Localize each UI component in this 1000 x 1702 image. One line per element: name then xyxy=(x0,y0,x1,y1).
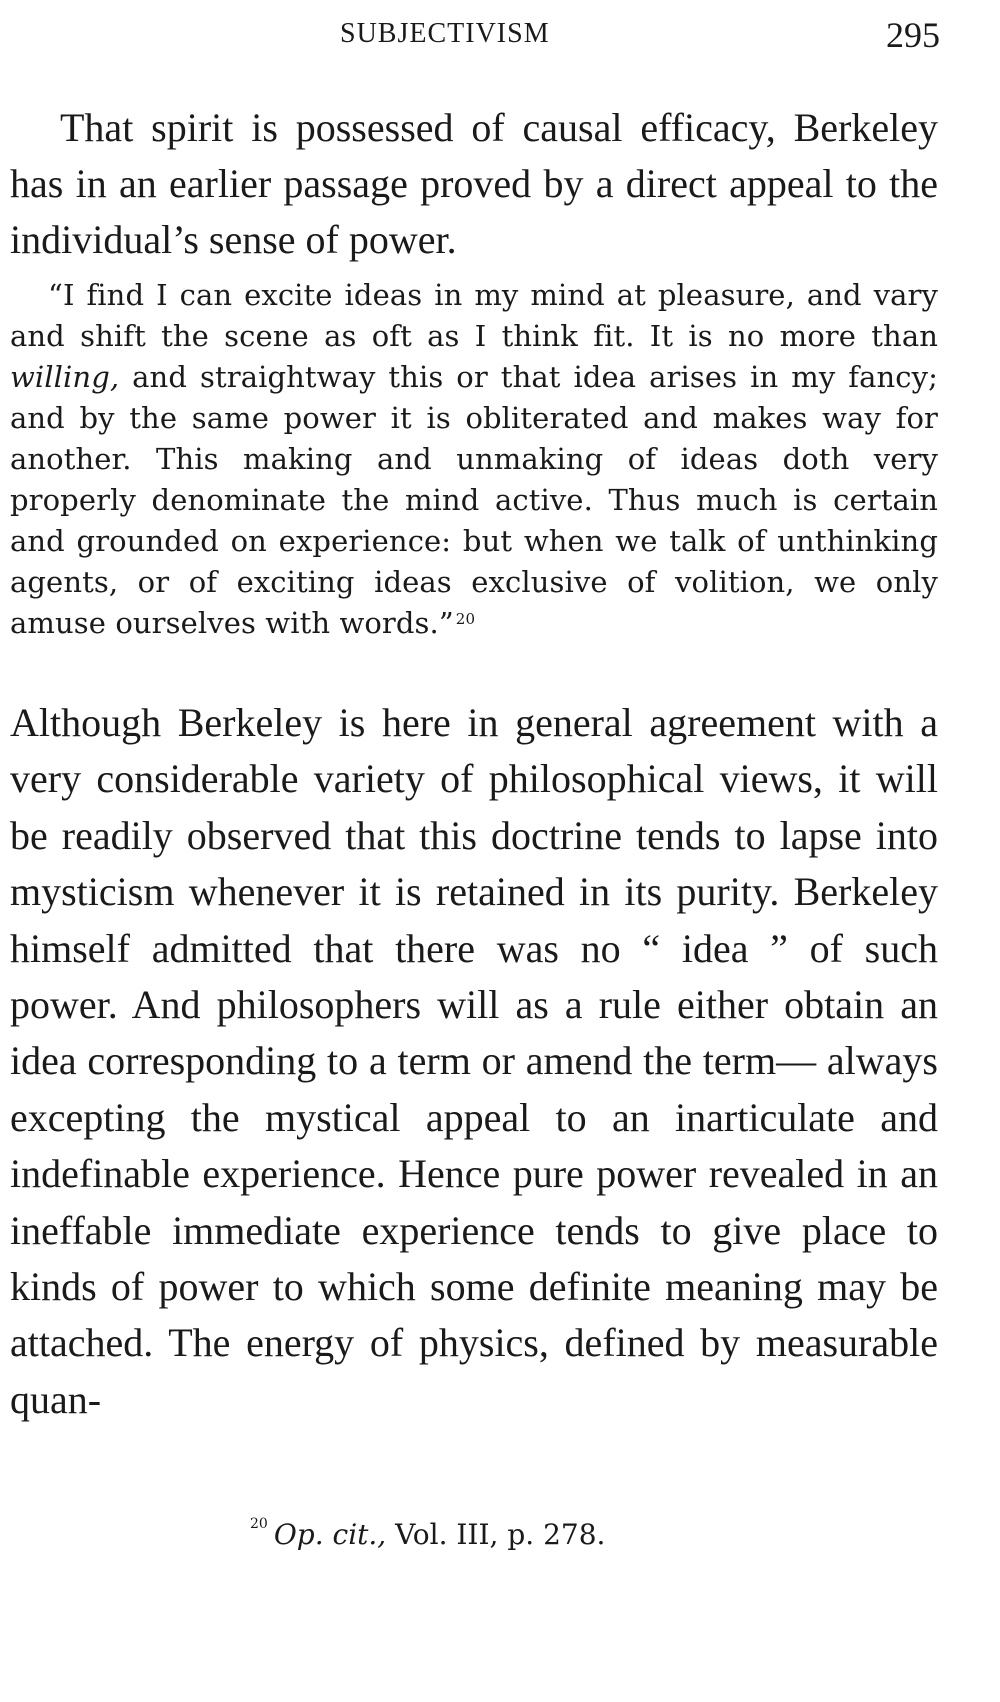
page-number: 295 xyxy=(886,15,940,55)
running-title: SUBJECTIVISM xyxy=(340,18,550,49)
running-head xyxy=(10,15,940,58)
footnote-reference-text: Vol. III, p. 278. xyxy=(386,1518,606,1551)
block-quote xyxy=(10,275,938,644)
footnote-op-cit: Op. cit., xyxy=(273,1518,387,1551)
quote-emphasis: willing, xyxy=(10,360,120,394)
footnote-number: 20 xyxy=(250,1516,268,1532)
opening-paragraph: That spirit is possessed of causal efficacy, Berkeley has in an earlier passage proved by a direct appeal to the individual’s sense of power. xyxy=(10,105,938,262)
main-paragraph: Although Berkeley is here in general agreement with a very considerable variety of philosophical views, it will be readily observed that this doctrine tends to lapse into mysticism whenever it is retained in its purity. Berkeley himself admitted that there was no “ idea ” of such power. And philosophers will as a rule either obtain an idea corresponding to a term or amend the term— always excepting the mystical appeal to an inarticulate and indefinable experience. Hence pure power revealed in an ineffable immediate experience tends to give place to kinds of power to which some definite meaning may be attached. The energy of physics, defined by measurable quan- xyxy=(10,700,938,1422)
quote-text-after: and straightway this or that idea arises in my fancy; and by the same power it is obliterated and makes way for another. This making and unmaking of ideas doth very properly denominate the mind active. Thus much is certain and grounded on experience: but when we talk of unthinking agents, or of exciting ideas exclusive of volition, we only amuse ourselves with words. xyxy=(10,360,938,640)
footnote-reference: 20 xyxy=(455,610,476,628)
quote-open-mark: “ xyxy=(48,278,63,312)
quote-close-mark: ” xyxy=(438,606,454,640)
footnote xyxy=(250,1518,605,1551)
quote-text-before: I find I can excite ideas in my mind at pleasure, and vary and shift the scene as oft as I think fit. It is no more than xyxy=(10,278,938,353)
